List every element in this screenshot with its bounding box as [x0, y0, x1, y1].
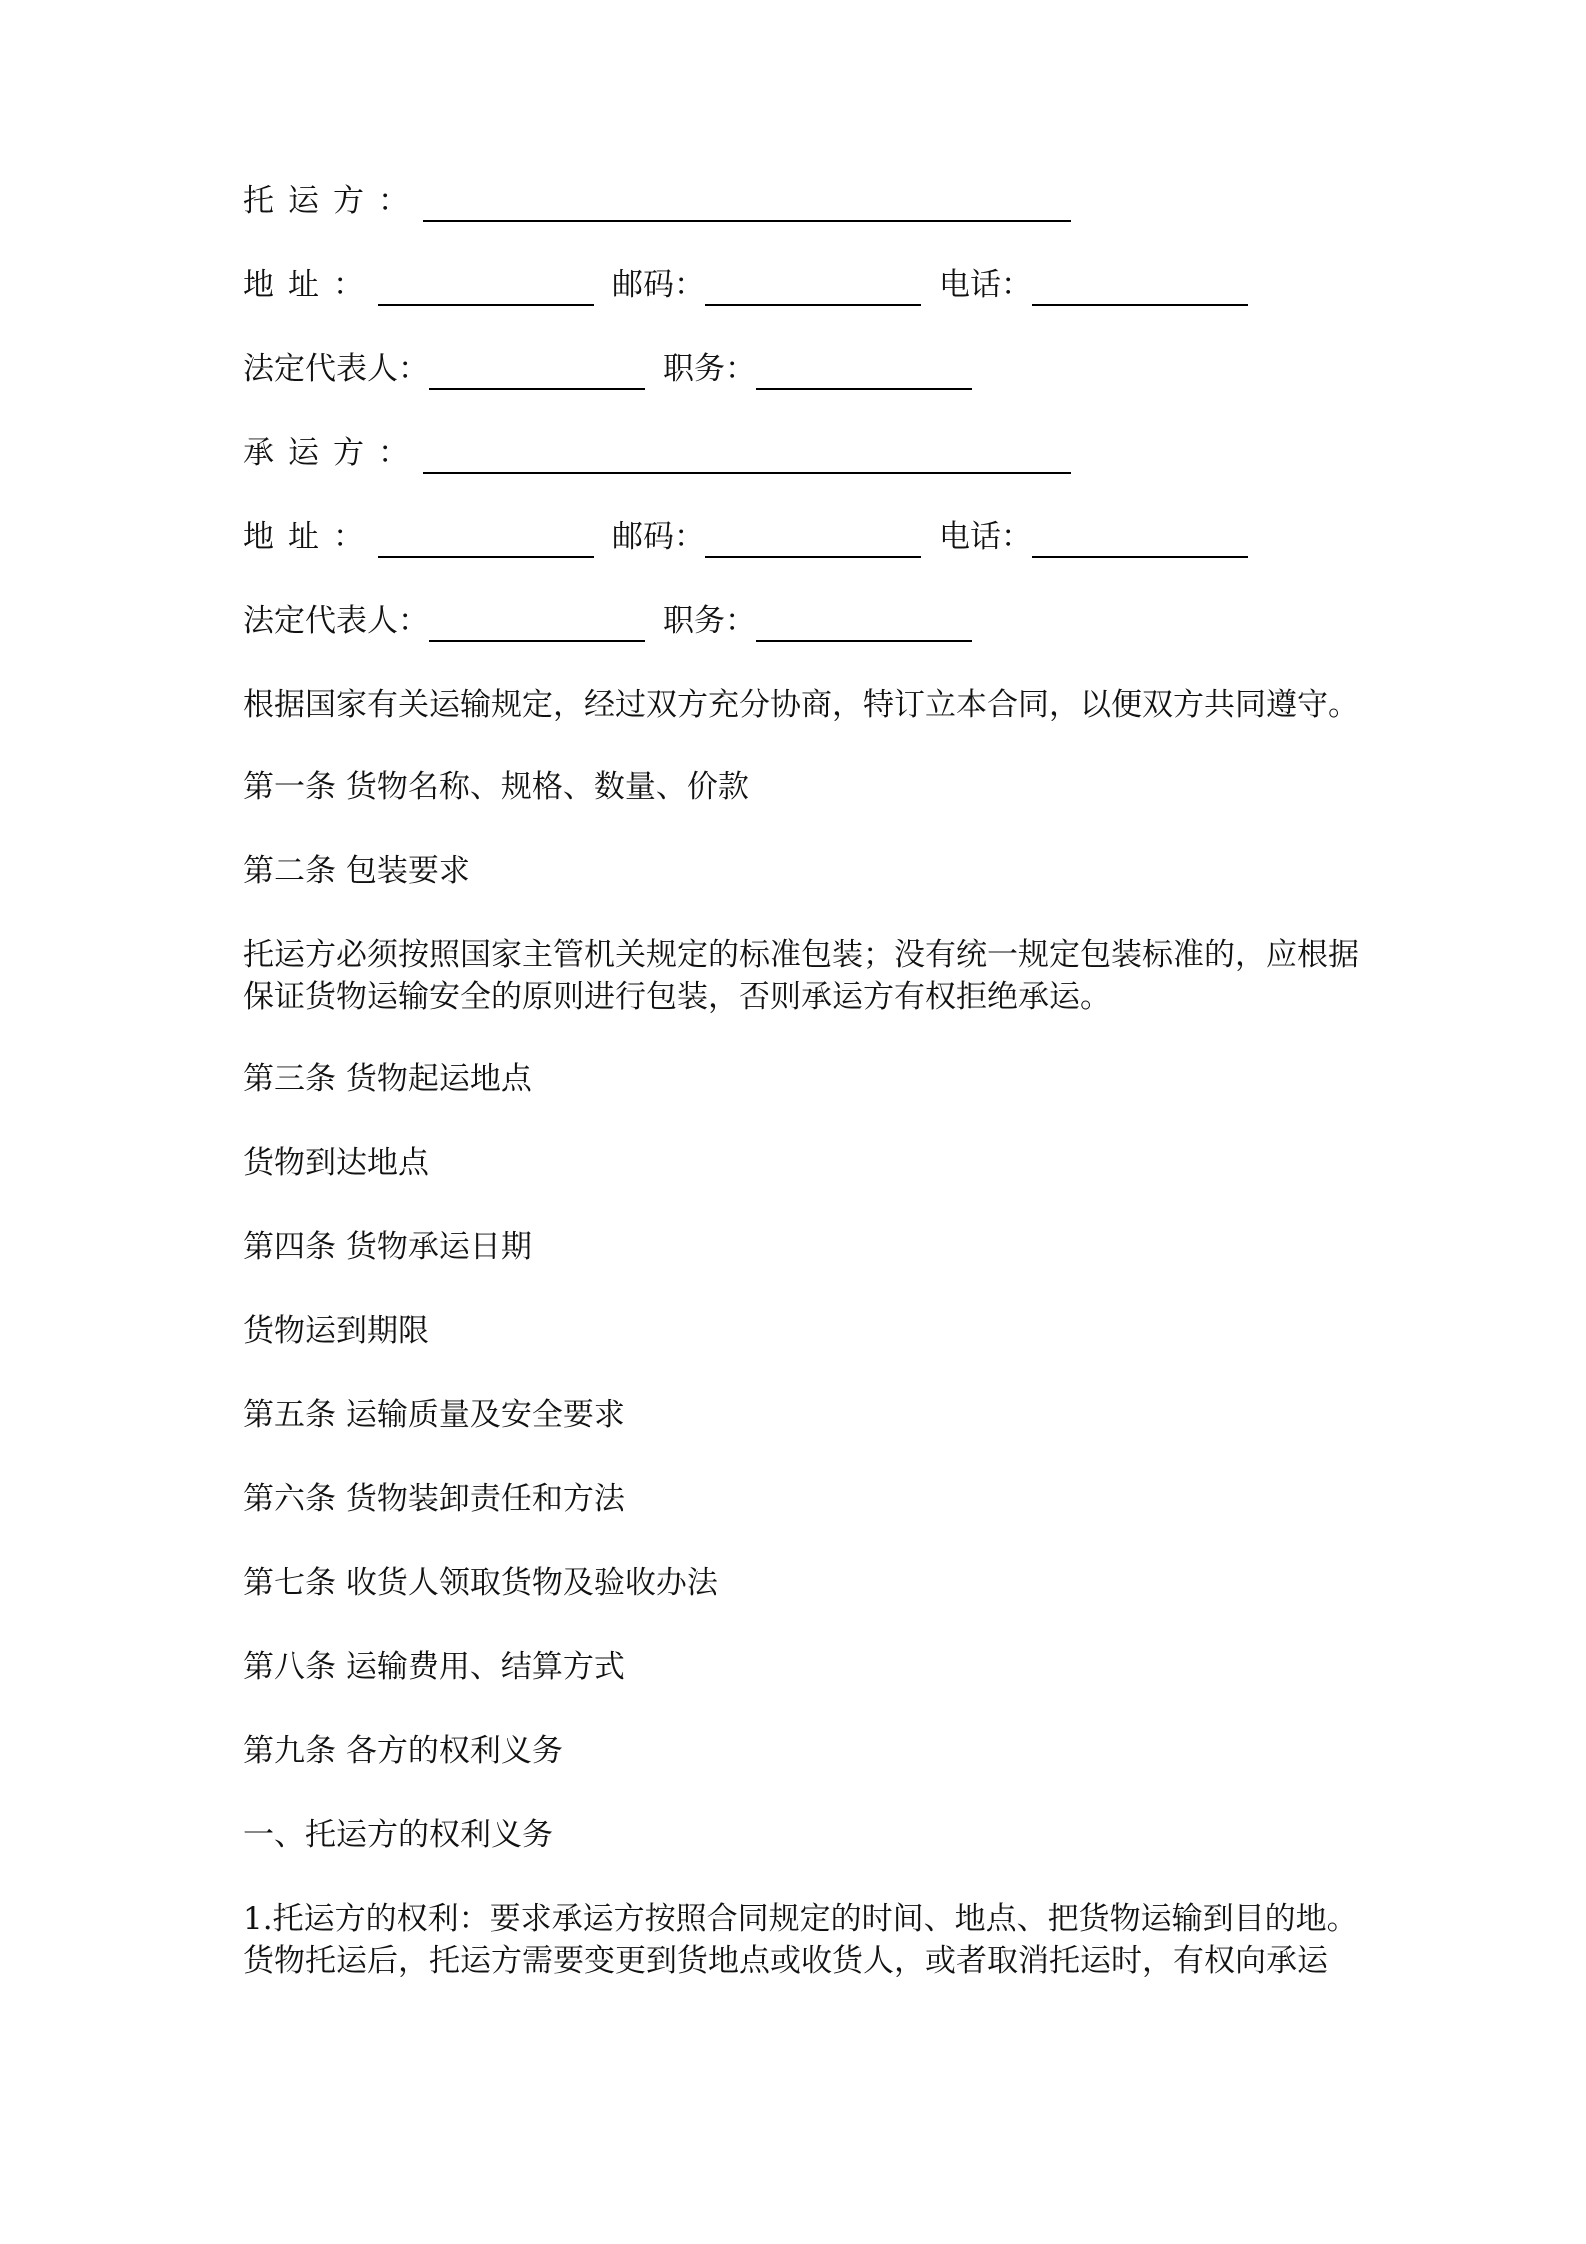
article-4: 第四条 货物承运日期 [243, 1229, 532, 1265]
article-7: 第七条 收货人领取货物及验收办法 [243, 1565, 718, 1601]
consignor-address-field[interactable] [378, 270, 594, 306]
article-6: 第六条 货物装卸责任和方法 [243, 1481, 625, 1517]
carrier-position-label: 职务： [663, 603, 756, 639]
carrier-position-field[interactable] [756, 606, 972, 642]
carrier-name-field[interactable] [423, 438, 1071, 474]
article-2-body: 托运方必须按照国家主管机关规定的标准包装；没有统一规定包装标准的，应根据保证货物运输安全的原则进行包装，否则承运方有权拒绝承运。 [243, 937, 1359, 1015]
carrier-address-row [243, 516, 1363, 558]
article-5: 第五条 运输质量及安全要求 [243, 1397, 625, 1433]
consignor-postcode-label: 邮码： [612, 267, 705, 303]
carrier-legal-rep-label: 法定代表人： [243, 603, 429, 639]
carrier-postcode-field[interactable] [705, 522, 921, 558]
carrier-label: 承运方： [243, 435, 423, 471]
consignor-legal-rep-field[interactable] [429, 354, 645, 390]
carrier-phone-label: 电话： [939, 519, 1032, 555]
consignor-address-label: 地址： [243, 267, 378, 303]
article-3: 第三条 货物起运地点 [243, 1061, 532, 1097]
carrier-postcode-label: 邮码： [612, 519, 705, 555]
article-8: 第八条 运输费用、结算方式 [243, 1649, 625, 1685]
carrier-legal-rep-row [243, 600, 1363, 642]
article-2: 第二条 包装要求 [243, 853, 470, 889]
preamble-paragraph: 根据国家有关运输规定，经过双方充分协商，特订立本合同，以便双方共同遵守。 [243, 687, 1359, 723]
carrier-row [243, 432, 1363, 474]
carrier-address-field[interactable] [378, 522, 594, 558]
article-1: 第一条 货物名称、规格、数量、价款 [243, 769, 749, 805]
consignor-name-field[interactable] [423, 186, 1071, 222]
consignor-position-label: 职务： [663, 351, 756, 387]
consignor-postcode-field[interactable] [705, 270, 921, 306]
consignor-legal-rep-row [243, 348, 1363, 390]
consignor-phone-label: 电话： [939, 267, 1032, 303]
carrier-address-label: 地址： [243, 519, 378, 555]
section-consignor-rights: 一、托运方的权利义务 [243, 1817, 553, 1853]
article-4-deadline: 货物运到期限 [243, 1313, 429, 1349]
consignor-address-row [243, 264, 1363, 306]
consignor-position-field[interactable] [756, 354, 972, 390]
consignor-rights-paragraph: 1.托运方的权利：要求承运方按照合同规定的时间、地点、把货物运输到目的地。货物托运后，托运方需要变更到货地点或收货人，或者取消托运时，有权向承运 [243, 1901, 1358, 1979]
article-3-destination: 货物到达地点 [243, 1145, 429, 1181]
carrier-legal-rep-field[interactable] [429, 606, 645, 642]
consignor-label: 托运方： [243, 183, 423, 219]
carrier-phone-field[interactable] [1032, 522, 1248, 558]
article-9: 第九条 各方的权利义务 [243, 1733, 563, 1769]
consignor-legal-rep-label: 法定代表人： [243, 351, 429, 387]
consignor-phone-field[interactable] [1032, 270, 1248, 306]
contract-page [243, 180, 1363, 2022]
consignor-row [243, 180, 1363, 222]
